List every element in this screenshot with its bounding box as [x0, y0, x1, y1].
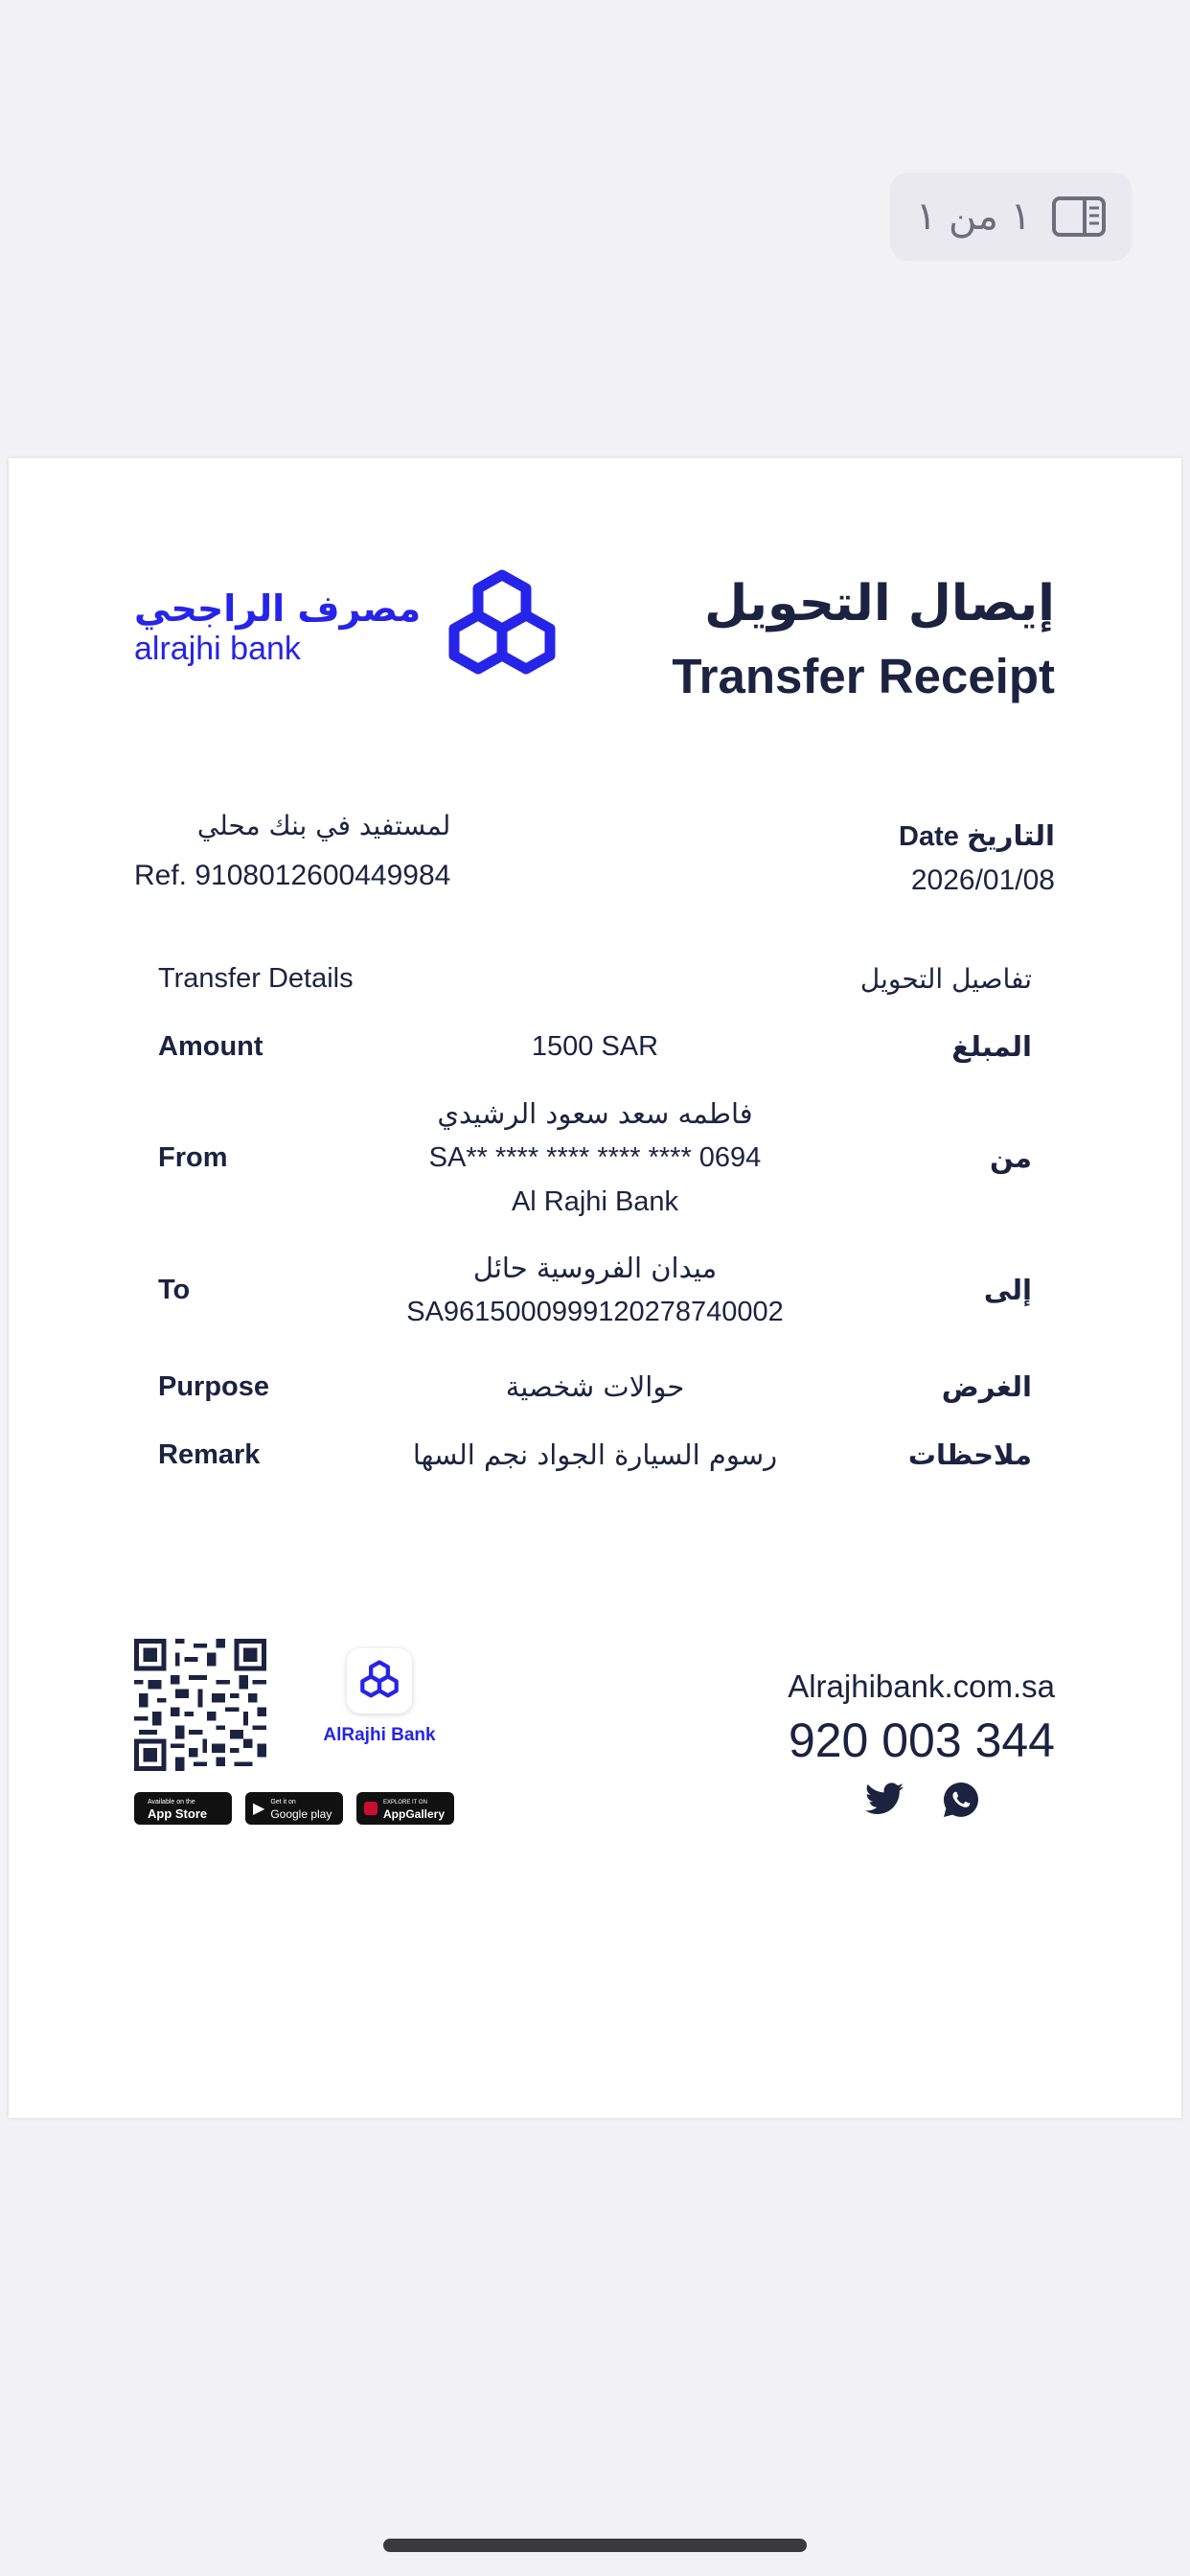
- transfer-details-table: [158, 952, 1032, 1488]
- appgallery-icon: [364, 1802, 378, 1815]
- twitter-icon[interactable]: [865, 1782, 904, 1815]
- app-store-badge[interactable]: [134, 1792, 232, 1825]
- remark-value: رسوم السيارة الجواد نجم السها: [412, 1438, 778, 1471]
- appgallery-badge[interactable]: [356, 1792, 454, 1825]
- app-icon: [347, 1648, 412, 1714]
- from-row: [158, 1088, 1032, 1228]
- details-header-en: Transfer Details: [158, 962, 354, 994]
- date-label-en: Date: [899, 821, 959, 852]
- title-en: Transfer Receipt: [672, 649, 1055, 703]
- page-indicator-text: ١ من ١: [915, 195, 1032, 239]
- home-indicator[interactable]: [383, 2539, 807, 2552]
- reader-view-icon: [1052, 196, 1106, 237]
- beneficiary-block: [134, 807, 450, 897]
- logo-name-en: alrajhi bank: [134, 631, 301, 667]
- google-play-badge[interactable]: [245, 1792, 343, 1825]
- social-links: [788, 1782, 1055, 1817]
- amount-label-ar: المبلغ: [951, 1030, 1032, 1063]
- date-label-ar: التاريخ: [966, 819, 1055, 852]
- alrajhi-logo-icon: [440, 567, 564, 688]
- amount-label-en: Amount: [158, 1030, 263, 1062]
- purpose-row: [158, 1352, 1032, 1421]
- app-store-text: App Store: [148, 1806, 208, 1821]
- remark-row: [158, 1421, 1032, 1488]
- google-play-text: Google play: [270, 1807, 332, 1821]
- remark-label-en: Remark: [158, 1438, 261, 1470]
- to-name: ميدان الفروسية حائل: [472, 1252, 718, 1284]
- google-play-icon: ▶: [253, 1801, 265, 1817]
- details-header-row: [158, 952, 1032, 1005]
- purpose-value: حوالات شخصية: [505, 1370, 685, 1403]
- date-label: [899, 816, 1055, 856]
- amount-value: 1500 SAR: [531, 1031, 659, 1062]
- from-account: SA** **** **** **** **** 0694: [428, 1142, 762, 1173]
- qr-code-icon: [134, 1639, 266, 1771]
- appgallery-text: AppGallery: [383, 1807, 446, 1821]
- amount-row: [158, 1005, 1032, 1088]
- logo-name-ar: مصرف الراجحي: [134, 587, 422, 630]
- to-label-en: To: [158, 1274, 191, 1305]
- alrajhi-app[interactable]: [312, 1648, 446, 1746]
- from-name: فاطمه سعد سعود الرشيدي: [437, 1097, 753, 1130]
- footer-contact: [788, 1666, 1055, 1817]
- title-ar: إيصال التحويل: [704, 575, 1055, 632]
- app-name: AlRajhi Bank: [323, 1725, 436, 1745]
- to-label-ar: إلى: [983, 1274, 1032, 1306]
- appgallery-small-text: EXPLORE IT ON: [383, 1800, 427, 1806]
- date-value: 2026/01/08: [910, 864, 1055, 896]
- phone-number[interactable]: 920 003 344: [788, 1714, 1055, 1767]
- details-header-ar: تفاصيل التحويل: [859, 962, 1032, 995]
- beneficiary-label: لمستفيد في بنك محلي: [196, 810, 451, 841]
- from-label-en: From: [158, 1141, 228, 1173]
- to-iban: SA9615000999120278740002: [406, 1297, 784, 1327]
- remark-label-ar: ملاحظات: [907, 1438, 1032, 1471]
- google-play-small-text: Get it on: [270, 1799, 296, 1806]
- receipt-page: [9, 458, 1181, 2118]
- page-indicator[interactable]: [890, 172, 1132, 261]
- bank-logo: [134, 567, 564, 688]
- date-block: [899, 816, 1055, 902]
- alrajhi-app-icon: [357, 1659, 401, 1703]
- store-badges: [134, 1792, 454, 1825]
- purpose-label-en: Purpose: [158, 1370, 270, 1402]
- to-row: [158, 1228, 1032, 1352]
- app-store-small-text: Available on the: [148, 1799, 195, 1806]
- reference-number: Ref. 9108012600449984: [134, 860, 451, 891]
- from-bank: Al Rajhi Bank: [511, 1186, 679, 1217]
- receipt-title: [672, 573, 1055, 711]
- whatsapp-icon[interactable]: [944, 1782, 978, 1817]
- from-label-ar: من: [989, 1141, 1032, 1174]
- purpose-label-ar: الغرض: [941, 1370, 1032, 1403]
- website-link[interactable]: Alrajhibank.com.sa: [788, 1668, 1055, 1704]
